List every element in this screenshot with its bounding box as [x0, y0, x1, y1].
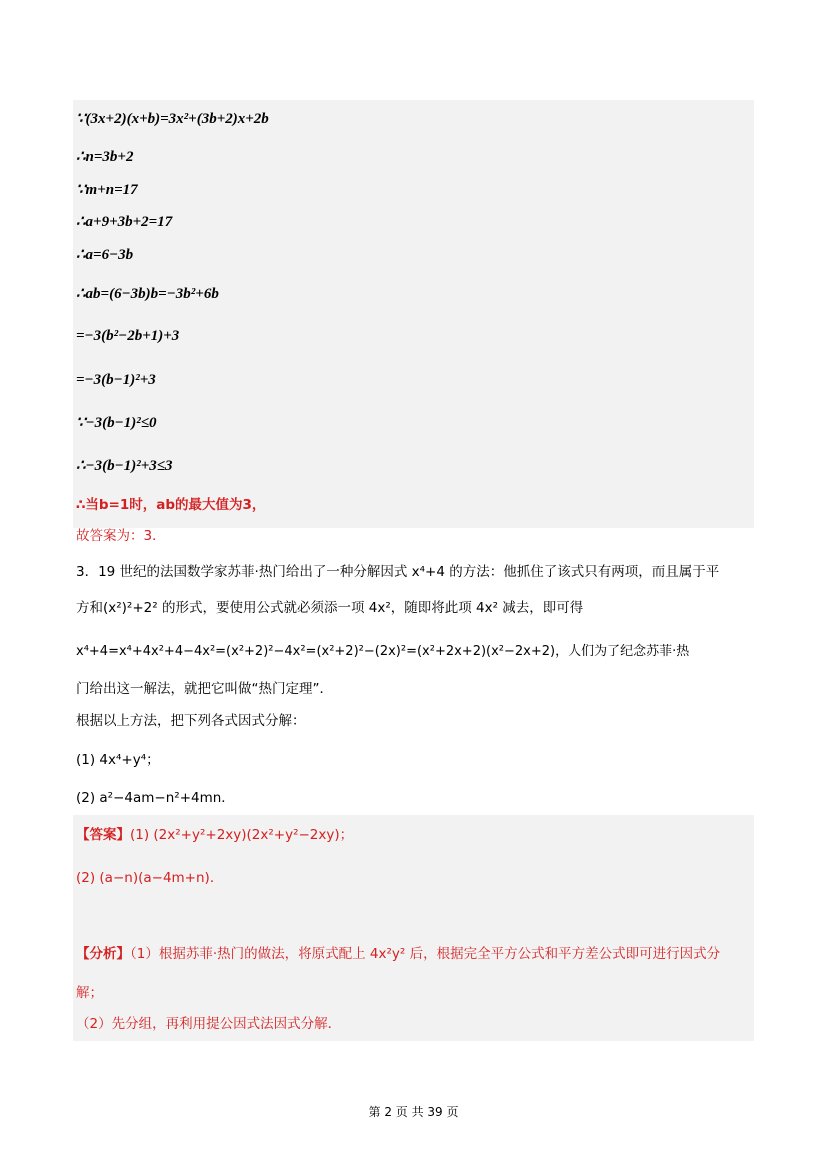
- analysis-line-1: [76, 944, 720, 964]
- answer-1: (1) (2x²+y²+2xy)(2x²+y²−2xy)；: [130, 827, 354, 843]
- problem-intro-3: 门给出这一解法，就把它叫做“热门定理”．: [76, 681, 333, 697]
- problem-intro-2: 方和(x²)²+2² 的形式，要使用公式就必须添一项 4x²，随即将此项 4x² 减去，即可得: [76, 600, 584, 616]
- solution-line-10: ∴−3(b−1)²+3≤3: [76, 458, 173, 474]
- answer-analysis-box: [73, 815, 754, 1041]
- solution-line-5: ∴a=6−3b: [76, 247, 134, 263]
- analysis-3: （2）先分组，再利用提公因式法因式分解．: [76, 1016, 342, 1032]
- page-footer: 第 2 页 共 39 页: [368, 1105, 459, 1119]
- solution-conclusion: ∴当b=1时，ab的最大值为3，: [76, 497, 266, 513]
- solution-line-9: ∵−3(b−1)²≤0: [76, 415, 157, 431]
- solution-line-7: =−3(b²−2b+1)+3: [76, 328, 180, 344]
- solution-answer: 故答案为：3．: [76, 528, 166, 544]
- analysis-2: 解；: [76, 985, 103, 1001]
- problem-derivation: x⁴+4=x⁴+4x²+4−4x²=(x²+2)²−4x²=(x²+2)²−(2x)²=(x²+2x+2)(x²−2x+2)，人们为了纪念苏菲·热: [76, 644, 690, 659]
- answer-2: (2) (a−n)(a−4m+n)．: [76, 870, 224, 886]
- solution-line-3: ∵m+n=17: [76, 182, 138, 198]
- problem-item-2: (2) a²−4am−n²+4mn．: [76, 790, 235, 806]
- solution-line-1: ∵(3x+2)(x+b)=3x²+(3b+2)x+2b: [76, 111, 269, 127]
- problem-intro-1: 3．19 世纪的法国数学家苏菲·热门给出了一种分解因式 x⁴+4 的方法：他抓住了该式只有两项，而且属于平: [76, 564, 720, 580]
- problem-task: 根据以上方法，把下列各式因式分解：: [76, 713, 306, 729]
- solution-line-8: =−3(b−1)²+3: [76, 372, 156, 388]
- answer-line-1: [76, 825, 353, 845]
- solution-line-4: ∴a+9+3b+2=17: [76, 214, 173, 230]
- solution-box-top: [73, 100, 754, 528]
- solution-line-2: ∴n=3b+2: [76, 149, 134, 165]
- answer-tag: 【答案】: [76, 827, 130, 843]
- analysis-tag: 【分析】: [76, 946, 130, 962]
- solution-line-6: ∴ab=(6−3b)b=−3b²+6b: [76, 286, 219, 302]
- analysis-1: （1）根据苏菲·热门的做法，将原式配上 4x²y² 后，根据完全平方公式和平方差公式即可进行因式分: [130, 946, 721, 962]
- problem-item-1: (1) 4x⁴+y⁴；: [76, 752, 160, 768]
